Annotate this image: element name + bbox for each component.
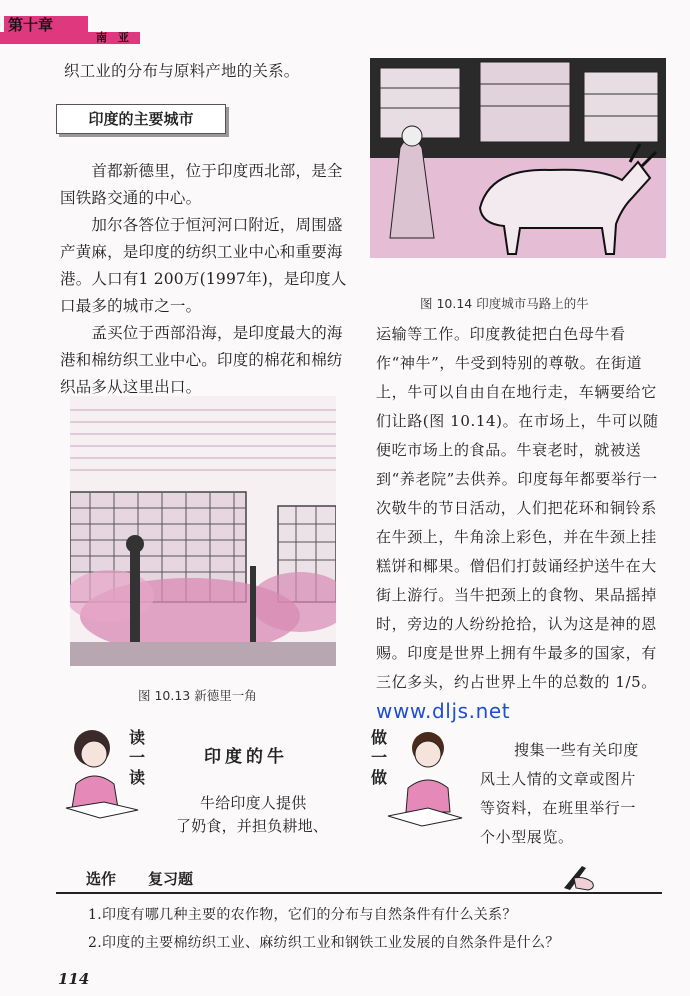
do-line-4: 个小型展览。: [480, 828, 574, 846]
section-label: 南 亚: [96, 31, 129, 44]
do-line-3: 等资料，在班里举行一: [480, 799, 637, 817]
cow-street-drawing: [370, 58, 666, 258]
section-title-box: [56, 104, 226, 134]
review-question-1: 1.印度有哪几种主要的农作物，它们的分布与自然条件有什么关系？: [88, 907, 517, 923]
paragraph-new-delhi: 首都新德里，位于印度西北部，是全国铁路交通的中心。: [60, 162, 343, 207]
read-line-1: 牛给印度人提供: [200, 794, 307, 812]
review-divider: [56, 892, 662, 894]
read-title: 印度的牛: [204, 747, 288, 767]
chapter-label: 第十章: [4, 16, 88, 34]
review-label-questions: 复习题: [148, 870, 194, 888]
do-line-2: 风土人情的文章或图片: [480, 770, 637, 788]
intro-line: 织工业的分布与原料产地的关系。: [64, 62, 300, 80]
right-column-text: [376, 320, 660, 728]
new-delhi-illustration: [70, 396, 336, 666]
cow-street-illustration: [370, 58, 666, 258]
boy-drawing: [384, 724, 464, 830]
review-question-2: 2.印度的主要棉纺织工业、麻纺织工业和钢铁工业发展的自然条件是什么？: [88, 935, 560, 951]
read-tag-char: 读: [128, 728, 145, 747]
chapter-header: [0, 16, 140, 46]
section-title: 印度的主要城市: [88, 110, 194, 128]
read-line-2: 了奶食，并担负耕地、: [176, 817, 329, 835]
do-line-1: 搜集一些有关印度: [514, 741, 639, 759]
read-tag-char: 读: [128, 768, 145, 787]
do-tag-char: 一: [370, 748, 387, 767]
paragraph-kolkata: 加尔各答位于恒河河口附近，周围盛产黄麻，是印度的纺织工业中心和重要海港。人口有1 200万(1997年)，是印度人口最多的城市之一。: [60, 216, 347, 315]
do-tag-char: 做: [370, 768, 387, 787]
cow-text: 运输等工作。印度教徒把白色母牛看作“神牛”，牛受到特别的尊敬。在街道上，牛可以自由自在地行走，车辆要给它们让路(图 10.14)。在市场上，牛可以随便吃市场上的食品。牛衰老时，就被送到“养老院”去供养。印度每年都要举行一次敬牛的节日活动，人们把花环和铜铃系在牛颈上，牛角涂上彩色，并在牛颈上挂糕饼和椰果。僧侣们打鼓诵经护送牛在大街上游行。当牛把颈上的食物、果品摇掉时，旁边的人纷纷抢拾，认为这是神的恩赐。印度是世界上拥有牛最多的国家，有三亿多头，约占世界上牛的总数的 1/5。: [376, 325, 659, 691]
read-tag: [128, 728, 146, 788]
figure-13-caption: 图 10.13 新德里一角: [138, 688, 257, 703]
paragraph-mumbai: 孟买位于西部沿海，是印度最大的海港和棉纺织工业中心。印度的棉花和棉纺织品多从这里出口。: [60, 324, 343, 396]
review-label-optional: 选作: [86, 870, 117, 888]
writing-hand-icon: [560, 858, 600, 894]
do-text: [480, 736, 680, 852]
figure-14-caption: 图 10.14 印度城市马路上的牛: [420, 296, 589, 311]
watermark: www.dljs.net: [376, 699, 511, 723]
writing-boy-illustration: [384, 724, 464, 830]
left-column-text: [60, 158, 352, 401]
page-number: 114: [58, 970, 90, 988]
hand-drawing: [560, 858, 600, 894]
read-tag-char: 一: [128, 748, 145, 767]
new-delhi-drawing: [70, 396, 336, 666]
do-tag-char: 做: [370, 728, 387, 747]
